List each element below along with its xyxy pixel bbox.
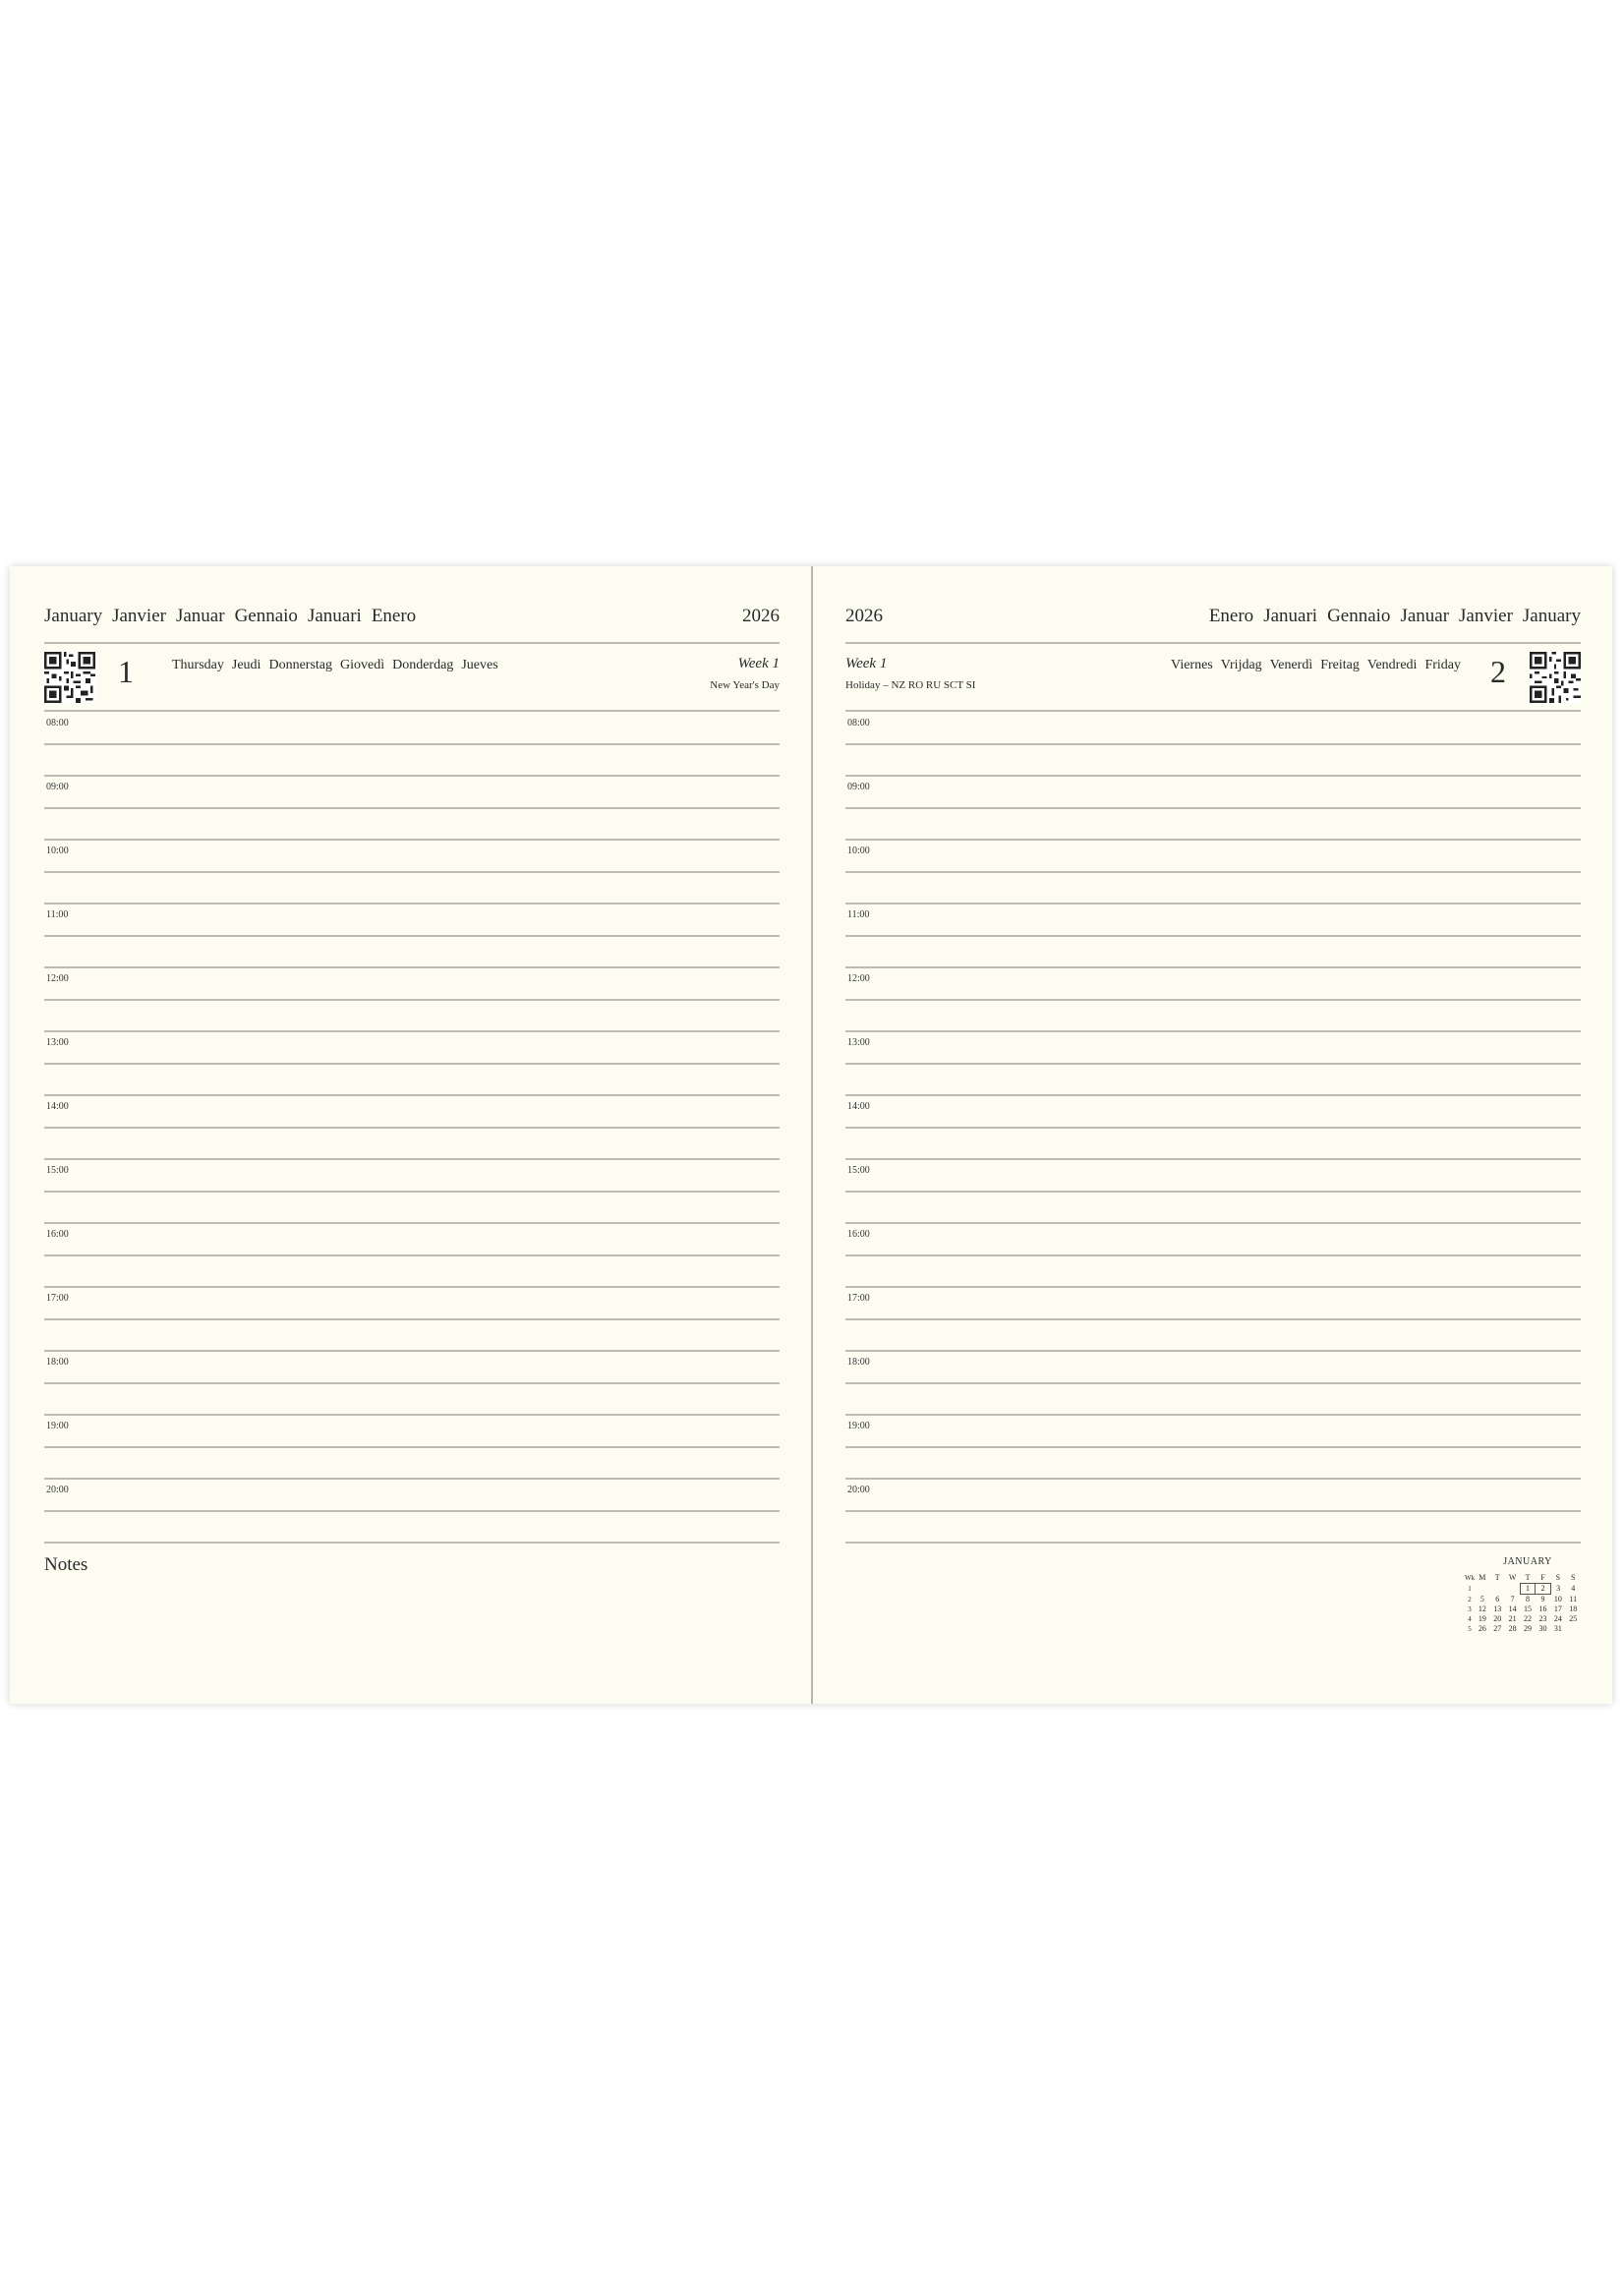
day-name: Donnerstag [268,658,332,672]
week-label: Week 1 [845,656,888,671]
time-label: 12:00 [847,973,870,984]
day-name: Thursday [172,658,224,672]
mini-calendar-day: 13 [1493,1604,1502,1613]
mini-calendar-header: Wk [1465,1574,1476,1583]
mini-calendar-day: 28 [1508,1624,1517,1633]
mini-calendar-title: JANUARY [1503,1556,1552,1567]
mini-calendar-header: T [1494,1573,1500,1583]
holiday-note: Holiday – NZ RO RU SCT SI [845,679,976,691]
time-slot[interactable] [44,712,780,776]
mini-calendar-day: 12 [1478,1604,1486,1613]
right-page [845,566,1581,1704]
mini-calendar-header: S [1571,1573,1576,1583]
time-slot[interactable] [44,1159,780,1223]
time-slot[interactable] [44,1095,780,1159]
mini-calendar-day: 6 [1495,1594,1500,1603]
month-name: Janvier [1459,606,1513,626]
mini-calendar-day: 14 [1508,1604,1517,1613]
time-slot[interactable] [845,967,1581,1031]
mini-calendar-day: 10 [1553,1594,1562,1603]
qr-code-icon [1530,652,1581,703]
day-names [1163,658,1461,673]
mini-calendar-day [1566,1624,1581,1634]
right-year: 2026 [845,606,883,626]
mini-calendar-day: 5 [1479,1594,1484,1603]
mini-calendar-day: 31 [1553,1624,1562,1633]
time-slot[interactable] [845,1287,1581,1351]
mini-calendar-day: 18 [1569,1604,1578,1613]
time-label: 10:00 [847,845,870,856]
month-name: Januar [1400,606,1450,626]
time-slot[interactable] [845,1479,1581,1543]
time-slot[interactable] [845,1159,1581,1223]
time-slot[interactable] [845,1223,1581,1287]
month-name: Enero [1208,606,1254,626]
day-number: 2 [1490,654,1506,689]
day-name: Freitag [1320,658,1360,672]
time-slot[interactable] [44,1351,780,1415]
day-name: Friday [1424,658,1461,672]
mini-calendar-header: S [1555,1573,1561,1583]
mini-calendar-header: F [1540,1573,1545,1582]
time-slot[interactable] [44,1223,780,1287]
month-name: Januari [1263,606,1318,626]
time-slot[interactable] [845,840,1581,904]
time-label: 08:00 [847,718,870,729]
time-slot[interactable] [44,967,780,1031]
month-name: Januar [175,606,225,626]
planner-spread [10,566,1612,1704]
time-label: 12:00 [46,973,69,984]
time-label: 09:00 [46,782,69,792]
mini-calendar-week: 2 [1468,1595,1472,1603]
header-rule [845,642,1581,644]
time-label: 20:00 [46,1485,69,1495]
time-slot[interactable] [44,840,780,904]
day-name: Vendredi [1366,658,1418,672]
time-label: 15:00 [847,1165,870,1176]
mini-calendar-day [1505,1584,1520,1595]
day-name: Giovedì [340,658,385,672]
mini-calendar-day: 19 [1478,1614,1486,1623]
mini-calendar-day: 26 [1478,1624,1486,1633]
mini-calendar-day: 22 [1524,1614,1533,1623]
time-label: 19:00 [46,1421,69,1431]
mini-calendar-day: 9 [1540,1595,1545,1603]
mini-calendar-day: 30 [1538,1624,1547,1633]
page-spine [811,566,813,1704]
time-label: 19:00 [847,1421,870,1431]
day-name: Jueves [461,658,498,672]
holiday-note: New Year's Day [710,679,780,691]
mini-calendar-day [1490,1584,1505,1595]
time-slot[interactable] [845,712,1581,776]
day-name: Venerdì [1269,658,1313,672]
day-names [172,658,506,673]
day-name: Donderdag [392,658,454,672]
time-slot[interactable] [845,904,1581,967]
mini-calendar-day: 23 [1538,1614,1547,1623]
time-label: 14:00 [847,1101,870,1112]
time-label: 08:00 [46,718,69,729]
mini-calendar [1465,1557,1581,1634]
time-slot[interactable] [44,1479,780,1543]
day-number: 1 [118,654,134,689]
time-label: 13:00 [46,1037,69,1048]
time-slot[interactable] [845,776,1581,840]
mini-calendar-week: 4 [1468,1615,1472,1623]
left-day-row [44,650,780,709]
mini-calendar-day: 8 [1526,1595,1531,1603]
time-label: 11:00 [847,909,870,920]
time-label: 13:00 [847,1037,870,1048]
mini-calendar-header: T [1525,1573,1531,1582]
mini-calendar-day: 21 [1508,1614,1517,1623]
day-name: Vrijdag [1220,658,1262,672]
notes-heading: Notes [44,1554,88,1575]
week-label: Week 1 [737,656,780,671]
mini-calendar-header: W [1508,1573,1517,1583]
time-label: 16:00 [46,1229,69,1240]
mini-calendar-day: 25 [1569,1614,1578,1623]
mini-calendar-week: 1 [1468,1585,1472,1593]
time-slot[interactable] [845,1415,1581,1479]
mini-calendar-day: 27 [1493,1624,1502,1633]
time-slot[interactable] [845,1031,1581,1095]
time-slot[interactable] [44,1287,780,1351]
right-day-row [845,650,1581,709]
time-slot[interactable] [44,1415,780,1479]
time-label: 18:00 [46,1357,69,1368]
mini-calendar-day: 20 [1493,1614,1502,1623]
month-name: Gennaio [1327,606,1391,626]
month-name: Gennaio [234,606,298,626]
mini-calendar-day: 17 [1553,1604,1562,1613]
left-page [44,566,780,1704]
right-time-slots [845,712,1581,1543]
time-slot[interactable] [845,1351,1581,1415]
time-label: 17:00 [847,1293,870,1304]
left-header [44,606,780,635]
time-slot[interactable] [44,904,780,967]
right-header [845,606,1581,635]
time-label: 17:00 [46,1293,69,1304]
right-month-names [1199,606,1581,627]
time-slot[interactable] [44,776,780,840]
time-label: 18:00 [847,1357,870,1368]
mini-calendar-day: 7 [1510,1594,1515,1603]
time-slot[interactable] [44,1031,780,1095]
mini-calendar-day: 11 [1569,1594,1578,1603]
left-year: 2026 [742,606,780,626]
qr-code-icon [44,652,95,703]
time-label: 14:00 [46,1101,69,1112]
time-label: 09:00 [847,782,870,792]
mini-calendar-day-highlighted: 2 [1536,1584,1550,1595]
time-label: 10:00 [46,845,69,856]
time-label: 16:00 [847,1229,870,1240]
day-name: Viernes [1171,658,1213,672]
mini-calendar-header: M [1479,1573,1486,1583]
left-time-slots [44,712,780,1543]
day-name: Jeudi [231,658,261,672]
mini-calendar-grid [1465,1573,1581,1634]
month-name: January [1522,606,1581,626]
mini-calendar-day: 24 [1553,1614,1562,1623]
mini-calendar-day [1475,1584,1489,1595]
time-label: 15:00 [46,1165,69,1176]
month-name: January [44,606,103,626]
month-name: Enero [371,606,417,626]
mini-calendar-week: 3 [1468,1605,1472,1613]
mini-calendar-week: 5 [1468,1625,1472,1633]
month-name: Januari [307,606,362,626]
mini-calendar-day: 29 [1524,1624,1533,1633]
time-slot[interactable] [845,1095,1581,1159]
header-rule [44,642,780,644]
mini-calendar-day: 4 [1571,1584,1576,1593]
month-name: Janvier [112,606,166,626]
mini-calendar-day: 16 [1538,1604,1547,1613]
mini-calendar-day: 3 [1556,1584,1561,1593]
left-month-names [44,606,426,627]
mini-calendar-day: 15 [1524,1604,1533,1613]
time-label: 11:00 [46,909,69,920]
mini-calendar-day-highlighted: 1 [1520,1584,1535,1595]
time-label: 20:00 [847,1485,870,1495]
